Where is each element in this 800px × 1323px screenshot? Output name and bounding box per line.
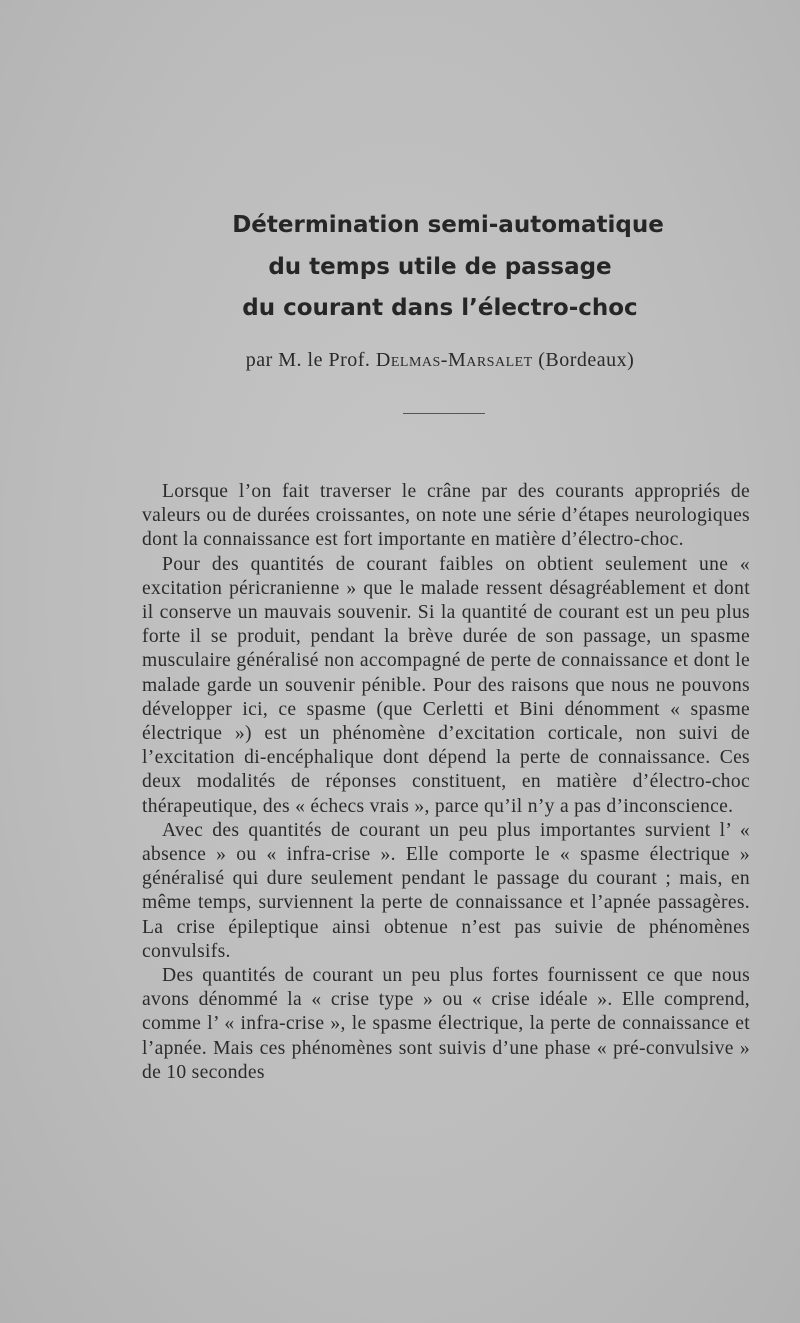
paragraph: Pour des quantités de courant faibles on obtient seulement une « excitation péricranienne » que le malade ressent désagréablement et dont il conserve un mauvais souvenir. Si la quantité de courant est un peu plus forte il se produit, pendant la brève durée de son passage, un spasme musculaire généralisé non accompagné de perte de connaissance et dont le malade garde un souvenir pénible. Pour des raisons que nous ne pouvons développer ici, ce spasme (que Cerletti et Bini dénomment « spasme électrique ») est un phénomène d’excitation corticale, non suivi de l’excitation di-encéphalique dont dépend la perte de connaissance. Ces deux modalités de réponses constituent, en matière d’électro-choc thérapeutique, des « échecs vrais », parce qu’il n’y a pas d’inconscience. [142, 553, 750, 817]
separator-rule [403, 413, 485, 414]
paragraph: Avec des quantités de courant un peu plus importantes survient l’ « absence » ou « infra-crise ». Elle comporte le « spasme électrique » généralisé qui dure seulement pendant le passage du courant ; mais, en même temps, surviennent la perte de connaissance et l’apnée passagères. La crise épileptique ainsi obtenue n’est pas suivie de phénomènes convulsifs. [142, 819, 750, 962]
byline-author: Delmas-Marsalet [375, 349, 533, 371]
title-line-1: Détermination semi-automatique [232, 212, 664, 238]
byline-prefix: par M. le Prof. [245, 349, 376, 371]
byline-suffix: (Bordeaux) [532, 349, 635, 371]
byline [110, 349, 770, 372]
title-line-2: du temps utile de passage [268, 254, 612, 280]
title-line-3: du courant dans l’électro-choc [242, 295, 638, 321]
paragraph: Des quantités de courant un peu plus fortes fournissent ce que nous avons dénommé la « crise type » ou « crise idéale ». Elle comprend, comme l’ « infra-crise », le spasme électrique, la perte de connaissance et l’apnée. Mais ces phénomènes sont suivis d’une phase « pré-convulsive » de 10 secondes [142, 965, 750, 1083]
paragraph: Lorsque l’on fait traverser le crâne par des courants appropriés de valeurs ou de durées croissantes, on note une série d’étapes neurologiques dont la connaissance est fort importante en matière d’électro-choc. [142, 481, 750, 551]
article-body [142, 480, 750, 1085]
